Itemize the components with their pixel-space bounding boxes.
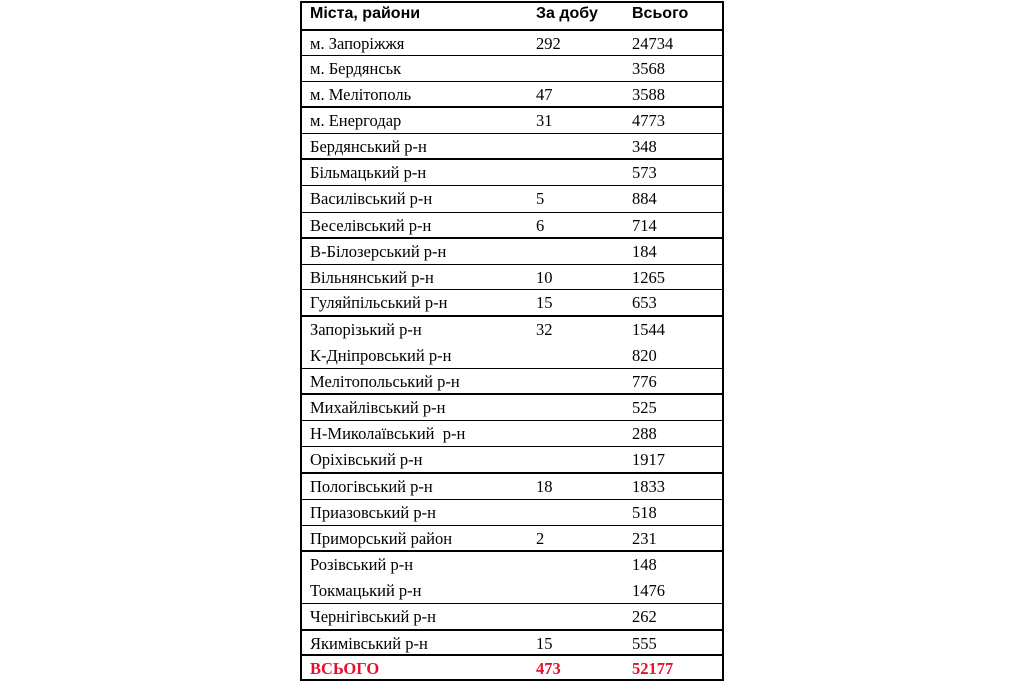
total-all: 52177 xyxy=(632,659,674,678)
district-name: м. Енергодар xyxy=(310,111,402,130)
total-count: 653 xyxy=(632,293,657,312)
row-divider xyxy=(300,237,724,239)
daily-count: 292 xyxy=(536,34,561,53)
district-name: м. Мелітополь xyxy=(310,85,412,104)
row-divider xyxy=(300,289,724,290)
total-count: 1544 xyxy=(632,320,665,339)
district-name: Приазовський р-н xyxy=(310,503,436,522)
row-divider xyxy=(300,420,724,421)
total-daily: 473 xyxy=(536,659,561,678)
daily-count: 2 xyxy=(536,529,545,548)
row-divider xyxy=(300,315,724,317)
row-divider xyxy=(300,133,724,134)
total-count: 24734 xyxy=(632,34,674,53)
district-name: м. Запоріжжя xyxy=(310,34,405,53)
row-divider xyxy=(300,1,724,3)
daily-count: 47 xyxy=(536,85,553,104)
column-header-daily: За добу xyxy=(536,5,598,22)
total-count: 714 xyxy=(632,216,657,235)
total-count: 518 xyxy=(632,503,657,522)
district-name: Н-Миколаївський р-н xyxy=(310,424,466,443)
row-divider xyxy=(300,29,724,31)
total-count: 525 xyxy=(632,398,657,417)
district-name: Токмацький р-н xyxy=(310,581,422,600)
district-name: Чернігівський р-н xyxy=(310,607,436,626)
district-name: Якимівський р-н xyxy=(310,634,428,653)
daily-count: 31 xyxy=(536,111,553,130)
row-divider xyxy=(300,55,724,56)
total-count: 184 xyxy=(632,242,657,261)
row-divider xyxy=(300,368,724,369)
total-count: 820 xyxy=(632,346,657,365)
row-divider xyxy=(300,158,724,160)
row-divider xyxy=(300,525,724,526)
total-count: 1476 xyxy=(632,581,665,600)
row-divider xyxy=(300,472,724,474)
row-divider xyxy=(300,446,724,447)
total-count: 573 xyxy=(632,163,657,182)
row-divider xyxy=(300,654,724,656)
table-border xyxy=(722,1,724,681)
total-count: 4773 xyxy=(632,111,665,130)
total-label: ВСЬОГО xyxy=(310,659,380,678)
total-count: 262 xyxy=(632,607,657,626)
daily-count: 6 xyxy=(536,216,545,235)
daily-count: 10 xyxy=(536,268,553,287)
district-name: Веселівський р-н xyxy=(310,216,432,235)
row-divider xyxy=(300,185,724,186)
daily-count: 18 xyxy=(536,477,553,496)
district-name: Запорізький р-н xyxy=(310,320,422,339)
row-divider xyxy=(300,393,724,395)
row-divider xyxy=(300,603,724,604)
row-divider xyxy=(300,629,724,631)
total-count: 148 xyxy=(632,555,657,574)
district-name: Більмацький р-н xyxy=(310,163,427,182)
row-divider xyxy=(300,499,724,500)
row-divider xyxy=(300,550,724,552)
total-count: 555 xyxy=(632,634,657,653)
district-name: Василівський р-н xyxy=(310,189,433,208)
district-name: Приморський район xyxy=(310,529,453,548)
district-name: Гуляйпільський р-н xyxy=(310,293,448,312)
cases-table xyxy=(300,1,724,681)
district-name: Бердянський р-н xyxy=(310,137,427,156)
district-name: Розівський р-н xyxy=(310,555,414,574)
daily-count: 5 xyxy=(536,189,545,208)
row-divider xyxy=(300,264,724,265)
total-count: 288 xyxy=(632,424,657,443)
total-count: 1917 xyxy=(632,450,665,469)
column-header-name: Міста, райони xyxy=(310,5,421,22)
table-border xyxy=(300,1,302,681)
daily-count: 32 xyxy=(536,320,553,339)
district-name: К-Дніпровський р-н xyxy=(310,346,452,365)
total-count: 348 xyxy=(632,137,657,156)
district-name: Мелітопольський р-н xyxy=(310,372,460,391)
district-name: Вільнянський р-н xyxy=(310,268,434,287)
district-name: В-Білозерський р-н xyxy=(310,242,447,261)
column-header-total: Всього xyxy=(632,5,689,22)
total-count: 776 xyxy=(632,372,657,391)
row-divider xyxy=(300,106,724,108)
row-divider xyxy=(300,212,724,213)
daily-count: 15 xyxy=(536,293,553,312)
total-count: 3588 xyxy=(632,85,665,104)
row-divider xyxy=(300,81,724,82)
district-name: Михайлівський р-н xyxy=(310,398,446,417)
district-name: м. Бердянськ xyxy=(310,59,402,78)
total-count: 884 xyxy=(632,189,657,208)
district-name: Оріхівський р-н xyxy=(310,450,423,469)
total-count: 231 xyxy=(632,529,657,548)
total-count: 1833 xyxy=(632,477,665,496)
daily-count: 15 xyxy=(536,634,553,653)
total-count: 3568 xyxy=(632,59,665,78)
row-divider xyxy=(300,679,724,681)
total-count: 1265 xyxy=(632,268,665,287)
district-name: Пологівський р-н xyxy=(310,477,433,496)
